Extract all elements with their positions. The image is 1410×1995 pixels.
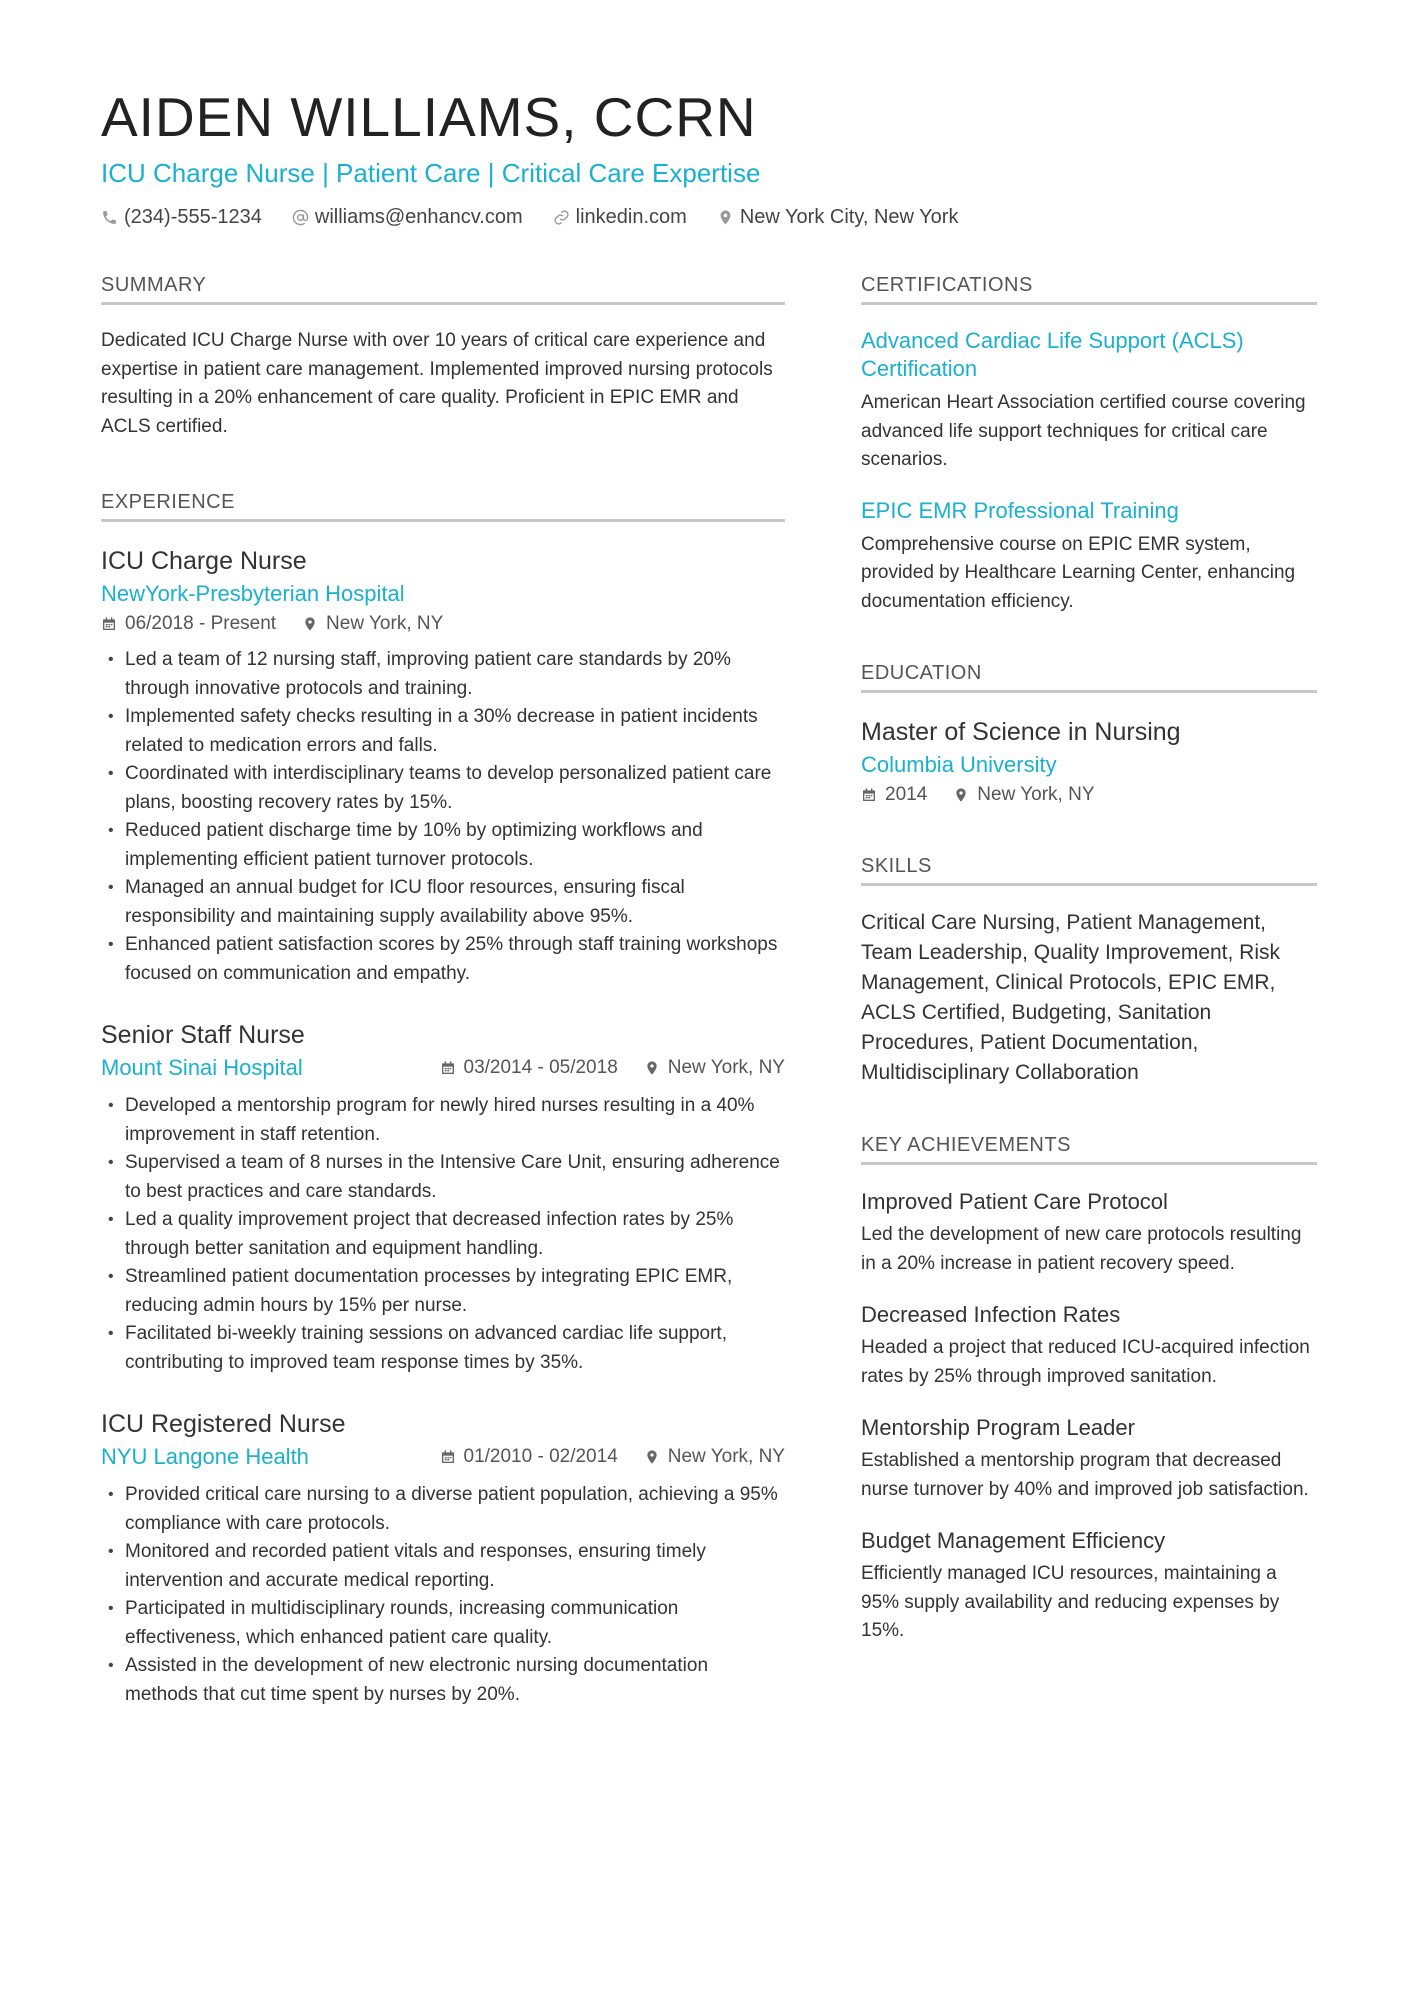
job-location-text: New York, NY	[326, 613, 444, 634]
calendar-icon	[440, 1449, 456, 1465]
job-location-text: New York, NY	[667, 1446, 785, 1467]
job-meta	[101, 610, 785, 638]
job-company: NewYork-Presbyterian Hospital	[101, 581, 405, 606]
summary-heading: SUMMARY	[101, 272, 785, 305]
job-location	[644, 1054, 785, 1082]
achievement-desc: Led the development of new care protocols resulting in a 20% increase in patient recovery speed.	[861, 1224, 1302, 1274]
certifications-section	[861, 272, 1317, 616]
location-pin-icon	[302, 616, 318, 632]
education-year	[861, 781, 927, 809]
job-dates-text: 03/2014 - 05/2018	[463, 1057, 618, 1078]
left-column	[101, 272, 785, 1739]
contact-location	[717, 206, 959, 229]
list-item: • Provided critical care nursing to a diverse patient population, achieving a 95% compliance with care protocols.	[101, 1481, 785, 1538]
list-item: • Streamlined patient documentation processes by integrating EPIC EMR, reducing admin hours by 15% per nurse.	[101, 1263, 785, 1320]
job-company-row	[101, 1052, 785, 1084]
contact-row	[101, 206, 1321, 229]
achievement-desc: Headed a project that reduced ICU-acquired infection rates by 25% through improved sanitation.	[861, 1337, 1310, 1387]
achievement-title: Decreased Infection Rates	[861, 1302, 1121, 1327]
certification-desc: Comprehensive course on EPIC EMR system, provided by Healthcare Learning Center, enhancing documentation efficiency.	[861, 533, 1296, 612]
certification-desc: American Heart Association certified course covering advanced life support techniques for critical care scenarios.	[861, 392, 1306, 470]
job-dates-text: 06/2018 - Present	[125, 613, 277, 634]
job-bullets	[101, 646, 785, 988]
linkedin-text[interactable]: linkedin.com	[575, 206, 687, 228]
list-item: • Led a quality improvement project that decreased infection rates by 25% through better sanitation and equipment handling.	[101, 1206, 785, 1263]
certifications-heading: CERTIFICATIONS	[861, 272, 1317, 305]
phone-text: (234)-555-1234	[124, 206, 262, 228]
achievement-desc: Efficiently managed ICU resources, maintaining a 95% supply availability and reducing expenses by 15%.	[861, 1563, 1280, 1641]
calendar-icon	[861, 787, 877, 803]
calendar-icon	[101, 616, 117, 632]
education-year-text: 2014	[885, 784, 928, 805]
job-entry	[101, 1407, 785, 1709]
calendar-icon	[440, 1060, 456, 1076]
phone-icon	[101, 209, 118, 226]
location-pin-icon	[644, 1449, 660, 1465]
achievement-entry	[861, 1526, 1317, 1646]
certification-title: EPIC EMR Professional Training	[861, 497, 1179, 523]
job-title: ICU Registered Nurse	[101, 1410, 346, 1438]
job-title: Senior Staff Nurse	[101, 1021, 305, 1049]
candidate-name: AIDEN WILLIAMS, CCRN	[101, 86, 757, 148]
header	[101, 82, 1321, 229]
job-meta	[440, 1054, 785, 1082]
list-item: • Participated in multidisciplinary rounds, increasing communication effectiveness, which enhanced patient care quality.	[101, 1595, 785, 1652]
tagline: ICU Charge Nurse | Patient Care | Critical Care Expertise	[101, 158, 761, 188]
achievement-desc: Established a mentorship program that decreased nurse turnover by 40% and improved job satisfaction.	[861, 1450, 1309, 1500]
education-school: Columbia University	[861, 752, 1057, 777]
experience-heading: EXPERIENCE	[101, 489, 785, 522]
location-pin-icon	[717, 209, 734, 226]
education-heading: EDUCATION	[861, 660, 1317, 693]
job-bullets	[101, 1481, 785, 1709]
skills-text: Critical Care Nursing, Patient Management, Team Leadership, Quality Improvement, Risk Management, Clinical Protocols, EPIC EMR, ACLS Certified, Budgeting, Sanitation Procedures, Patient Documentation, Multidisciplinary Collaboration	[861, 911, 1281, 1084]
list-item: • Implemented safety checks resulting in a 30% decrease in patient incidents related to medication errors and falls.	[101, 703, 785, 760]
job-dates	[440, 1054, 618, 1082]
list-item: • Reduced patient discharge time by 10% by optimizing workflows and implementing efficient patient turnover protocols.	[101, 817, 785, 874]
list-item: • Monitored and recorded patient vitals and responses, ensuring timely intervention and accurate medical reporting.	[101, 1538, 785, 1595]
job-dates	[101, 610, 276, 638]
education-meta	[861, 781, 1317, 809]
achievement-title: Budget Management Efficiency	[861, 1528, 1166, 1553]
job-company: Mount Sinai Hospital	[101, 1055, 303, 1080]
achievement-entry	[861, 1413, 1317, 1504]
certification-entry	[861, 327, 1317, 475]
list-item: • Facilitated bi-weekly training sessions on advanced cardiac life support, contributing to improved team response times by 35%.	[101, 1320, 785, 1377]
list-item: • Assisted in the development of new electronic nursing documentation methods that cut time spent by nurses by 20%.	[101, 1652, 785, 1709]
job-location	[644, 1443, 785, 1471]
at-icon	[292, 209, 309, 226]
job-entry	[101, 544, 785, 988]
certification-title: Advanced Cardiac Life Support (ACLS) Certification	[861, 328, 1244, 381]
list-item: • Developed a mentorship program for newly hired nurses resulting in a 40% improvement in staff retention.	[101, 1092, 785, 1149]
link-icon	[553, 209, 570, 226]
right-column	[861, 272, 1317, 1668]
location-pin-icon	[644, 1060, 660, 1076]
location-text: New York City, New York	[739, 206, 959, 228]
job-company-row	[101, 1441, 785, 1473]
location-pin-icon	[953, 787, 969, 803]
education-degree: Master of Science in Nursing	[861, 718, 1181, 746]
list-item: • Coordinated with interdisciplinary teams to develop personalized patient care plans, boosting recovery rates by 15%.	[101, 760, 785, 817]
education-location-text: New York, NY	[977, 784, 1095, 805]
contact-linkedin[interactable]	[553, 206, 687, 229]
achievements-section	[861, 1132, 1317, 1646]
skills-section	[861, 853, 1317, 1088]
summary-text: Dedicated ICU Charge Nurse with over 10 years of critical care experience and expertise in patient care management. Implemented improved nursing protocols resulting in a 20% enhancement of care quality. Proficient in EPIC EMR and ACLS certified.	[101, 330, 773, 437]
job-location-text: New York, NY	[667, 1057, 785, 1078]
experience-section	[101, 489, 785, 1709]
achievement-title: Mentorship Program Leader	[861, 1415, 1135, 1440]
job-dates-text: 01/2010 - 02/2014	[463, 1446, 618, 1467]
education-location	[953, 781, 1094, 809]
achievement-title: Improved Patient Care Protocol	[861, 1189, 1168, 1214]
job-dates	[440, 1443, 618, 1471]
job-bullets	[101, 1092, 785, 1377]
job-meta	[440, 1443, 785, 1471]
summary-section	[101, 272, 785, 441]
skills-heading: SKILLS	[861, 853, 1317, 886]
contact-phone	[101, 206, 262, 229]
email-text[interactable]: williams@enhancv.com	[314, 206, 523, 228]
education-section	[861, 660, 1317, 809]
list-item: • Enhanced patient satisfaction scores by 25% through staff training workshops focused on communication and empathy.	[101, 931, 785, 988]
list-item: • Led a team of 12 nursing staff, improving patient care standards by 20% through innovative protocols and training.	[101, 646, 785, 703]
job-location	[302, 610, 443, 638]
job-company: NYU Langone Health	[101, 1444, 309, 1469]
job-title: ICU Charge Nurse	[101, 547, 307, 575]
job-entry	[101, 1018, 785, 1377]
achievement-entry	[861, 1187, 1317, 1278]
contact-email[interactable]	[292, 206, 523, 229]
list-item: • Supervised a team of 8 nurses in the Intensive Care Unit, ensuring adherence to best practices and care standards.	[101, 1149, 785, 1206]
certification-entry	[861, 497, 1317, 617]
achievements-heading: KEY ACHIEVEMENTS	[861, 1132, 1317, 1165]
list-item: • Managed an annual budget for ICU floor resources, ensuring fiscal responsibility and maintaining supply availability above 95%.	[101, 874, 785, 931]
achievement-entry	[861, 1300, 1317, 1391]
